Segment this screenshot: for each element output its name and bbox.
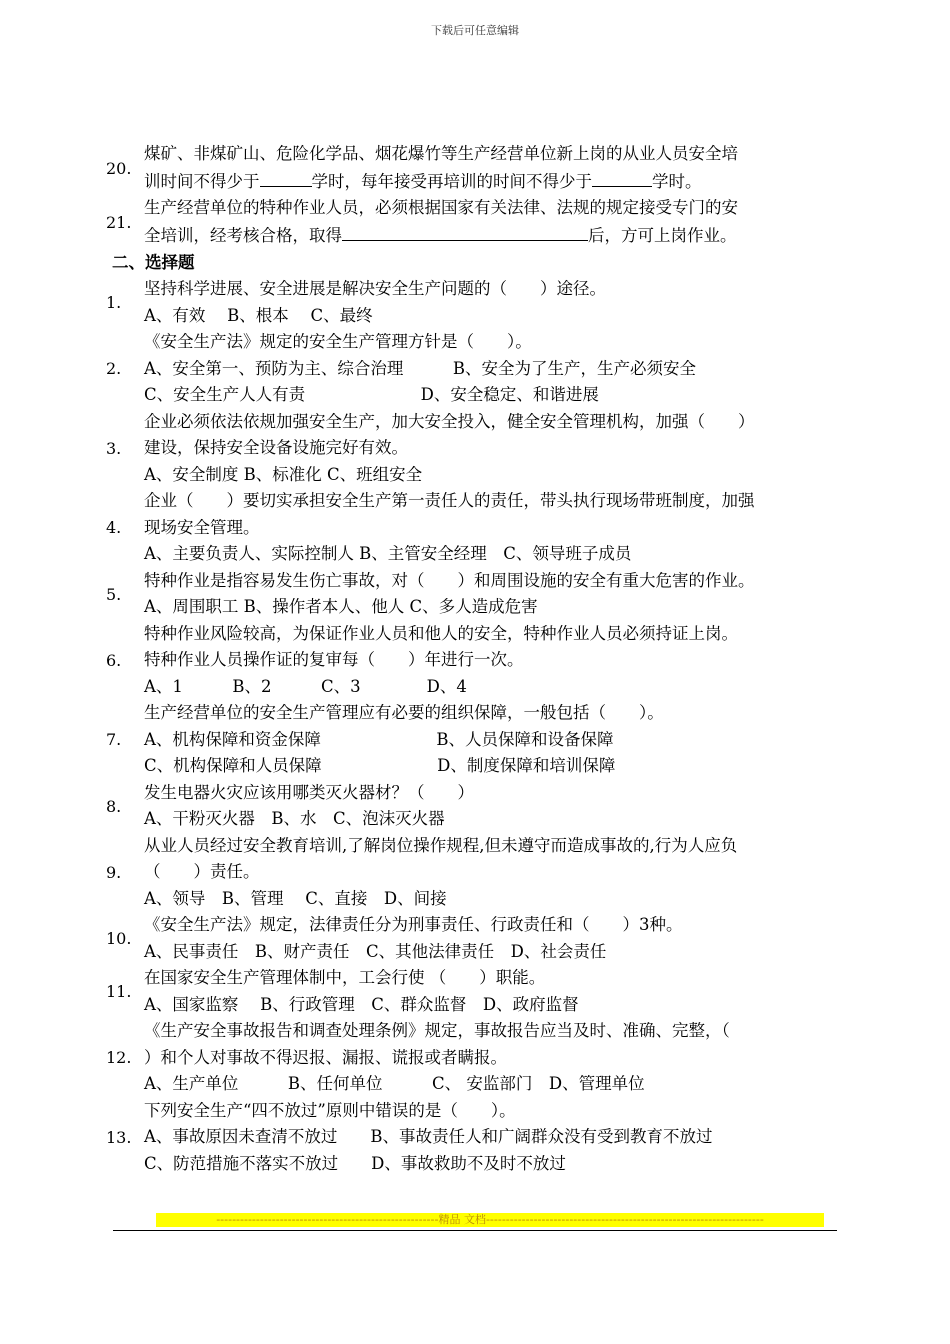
question-number: 7.	[106, 730, 122, 750]
question-item	[106, 780, 842, 833]
question-body	[144, 409, 842, 489]
question-item	[106, 833, 842, 913]
question-line: C、安全生产人人有责 D、安全稳定、和谐进展	[144, 385, 599, 404]
question-stem: 坚持科学进展、安全进展是解决安全生产问题的（ ）途径。	[144, 279, 606, 298]
question-line: 现场安全管理。	[144, 517, 260, 537]
question-line	[144, 222, 842, 250]
section-title: 二、选择题	[112, 253, 195, 272]
question-line	[144, 141, 842, 168]
question-stem: 《安全生产法》规定，法律责任分为刑事责任、行政责任和（ ）3种。	[144, 915, 683, 934]
question-number: 3.	[106, 438, 122, 458]
answer-blank	[260, 168, 312, 187]
question-item	[106, 276, 842, 329]
question-item	[106, 568, 842, 621]
question-item	[106, 965, 842, 1018]
question-line: A、安全第一、预防为主、综合治理 B、安全为了生产，生产必须安全	[144, 358, 697, 378]
question-line: A、有效 B、根本 C、最终	[144, 305, 373, 325]
question-body	[144, 488, 842, 568]
question-line: C、防范措施不落实不放过 D、事故救助不及时不放过	[144, 1153, 566, 1173]
question-line: A、安全制度 B、标准化 C、班组安全	[144, 464, 423, 484]
question-text: 学时，每年接受再培训的时间不得少于	[311, 171, 592, 191]
question-body	[144, 700, 842, 780]
question-number: 20.	[106, 158, 132, 178]
question-line: A、民事责任 B、财产责任 C、其他法律责任 D、社会责任	[144, 941, 607, 961]
question-item	[106, 621, 842, 701]
question-stem: 生产经营单位的安全生产管理应有必要的组织保障，一般包括（ ）。	[144, 703, 664, 722]
question-number: 8.	[106, 796, 122, 816]
choice-questions	[106, 276, 842, 1177]
question-body	[144, 780, 842, 833]
question-stem: 特种作业是指容易发生伤亡事故，对（ ）和周围设施的安全有重大危害的作业。	[144, 570, 755, 590]
question-number: 11.	[106, 982, 132, 1001]
question-line: A、领导 B、管理 C、直接 D、间接	[144, 888, 447, 908]
question-stem: 特种作业风险较高，为保证作业人员和他人的安全，特种作业人员必须持证上岗。	[144, 623, 738, 643]
question-body	[144, 912, 842, 965]
question-body	[144, 833, 842, 913]
question-number: 4.	[106, 518, 122, 538]
question-line: （ ）责任。	[144, 862, 260, 881]
question-line: A、干粉灭火器 B、水 C、泡沫灭火器	[144, 809, 445, 828]
question-body	[144, 276, 842, 329]
question-stem: 从业人员经过安全教育培训,了解岗位操作规程,但未遵守而造成事故的,行为人应负	[144, 835, 738, 855]
question-line	[144, 168, 842, 196]
page-header: 下载后可任意编辑	[431, 24, 519, 37]
question-item	[106, 488, 842, 568]
question-number: 9.	[106, 862, 122, 882]
question-body	[144, 568, 842, 621]
question-item	[106, 912, 842, 965]
question-number: 2.	[106, 359, 122, 379]
question-body	[144, 195, 842, 249]
question-body	[144, 329, 842, 409]
question-text: 学时。	[652, 171, 702, 191]
question-line: 建设，保持安全设备设施完好有效。	[144, 438, 408, 457]
question-line: A、生产单位 B、任何单位 C、 安监部门 D、管理单位	[144, 1074, 645, 1093]
question-body	[144, 621, 842, 701]
question-text: 全培训，经考核合格，取得	[144, 225, 342, 245]
question-text: 煤矿、非煤矿山、危险化学品、烟花爆竹等生产经营单位新上岗的从业人员安全培	[144, 144, 738, 163]
question-text: 训时间不得少于	[144, 171, 260, 191]
question-stem: 《生产安全事故报告和调查处理条例》规定，事故报告应当及时、准确、完整，（	[144, 1021, 730, 1040]
question-body	[144, 965, 842, 1018]
question-line: A、国家监察 B、行政管理 C、群众监督 D、政府监督	[144, 994, 579, 1014]
question-body	[144, 1018, 842, 1098]
question-item	[106, 1098, 842, 1178]
question-body	[144, 141, 842, 195]
question-stem: 企业（ ）要切实承担安全生产第一责任人的责任，带头执行现场带班制度，加强	[144, 491, 755, 510]
question-item	[106, 1018, 842, 1098]
question-line: A、周围职工 B、操作者本人、他人 C、多人造成危害	[144, 597, 538, 616]
question-item	[106, 329, 842, 409]
question-text: 后，方可上岗作业。	[588, 225, 737, 245]
question-item	[106, 700, 842, 780]
question-number: 1.	[106, 293, 122, 312]
answer-blank	[592, 168, 652, 187]
question-number: 10.	[106, 929, 132, 948]
question-stem: 在国家安全生产管理体制中，工会行使 （ ）职能。	[144, 968, 546, 987]
question-number: 5.	[106, 584, 122, 604]
question-line: ）和个人对事故不得迟报、漏报、谎报或者瞒报。	[144, 1047, 507, 1067]
question-stem: 《安全生产法》规定的安全生产管理方针是（ ）。	[144, 332, 532, 351]
question-line: A、事故原因未查清不放过 B、事故责任人和广阔群众没有受到教育不放过	[144, 1127, 713, 1146]
question-line: C、机构保障和人员保障 D、制度保障和培训保障	[144, 756, 616, 775]
question-stem: 下列安全生产“四不放过”原则中错误的是（ ）。	[144, 1100, 516, 1120]
question-number: 13.	[106, 1127, 132, 1147]
footer-banner: --------------------------------------------------------精品 文档----------------------------------------------------------------------	[156, 1213, 824, 1227]
question-item	[106, 409, 842, 489]
question-line: 特种作业人员操作证的复审每（ ）年进行一次。	[144, 650, 524, 669]
question-item	[106, 141, 842, 195]
question-body	[144, 1098, 842, 1178]
question-stem: 发生电器火灾应该用哪类灭火器材？（ ）	[144, 782, 474, 802]
question-line: A、1 B、2 C、3 D、4	[144, 676, 467, 696]
footer-rule	[113, 1230, 837, 1231]
question-number: 21.	[106, 212, 132, 232]
question-line: A、主要负责人、实际控制人 B、主管安全经理 C、领导班子成员	[144, 544, 632, 563]
question-line: A、机构保障和资金保障 B、人员保障和设备保障	[144, 729, 614, 749]
question-line	[144, 195, 842, 222]
question-number: 6.	[106, 650, 122, 670]
fill-in-questions	[106, 141, 842, 249]
question-stem: 企业必须依法依规加强安全生产，加大安全投入，健全安全管理机构，加强（ ）	[144, 411, 755, 431]
question-item	[106, 195, 842, 249]
question-number: 12.	[106, 1048, 132, 1068]
question-content	[106, 141, 842, 1177]
question-text: 生产经营单位的特种作业人员，必须根据国家有关法律、法规的规定接受专门的安	[144, 198, 738, 217]
answer-blank	[342, 222, 588, 241]
